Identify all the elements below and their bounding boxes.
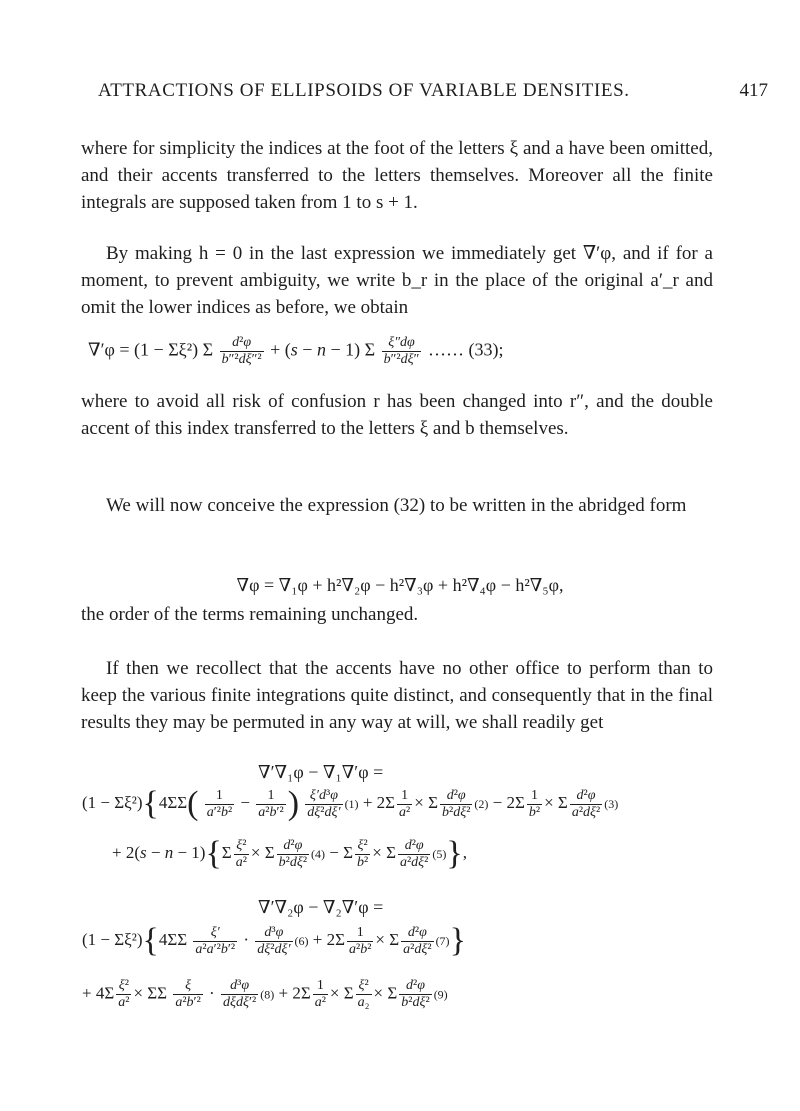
fraction: $\frac{\xi''d\varphi}{\text{b″²dξ″}}$ [383, 335, 420, 367]
lhs-2: ∇′∇₂φ − ∇₂∇′φ = [258, 897, 384, 917]
expansion-2-line-1: (1 − Σξ²){4ΣΣ $\frac{\xi'}{\text{a²a′²b′²}}$ · $\frac{\text{d³φ}}{\text{dξ²dξ′}}$ (6) + 2Σ $\frac{1}{\text{a²b²}}$ × Σ $\frac{\text{d²φ}}{\text{a²dξ²}}$ (7)} [82, 922, 466, 959]
expansion-1-line-2: + 2(s − n − 1){Σ $\frac{\text{ξ²}}{\text{a²}}$ × Σ $\frac{\text{d²φ}}{\text{b²dξ²}}$ (4) − Σ $\frac{\text{ξ²}}{\text{b²}}$ × Σ $\frac{\text{d²φ}}{\text{a²dξ²}}$ (5)}, [112, 835, 467, 872]
running-header [60, 80, 768, 110]
equation-number: (33); [468, 339, 504, 360]
equation-33: ∇′φ = (1 − Σξ²) Σ $\frac{\text{d²φ}}{\text{b″²dξ″²}}$ + (s − n − 1) Σ $\frac{\xi''d\varphi}{\text{b″²dξ″}}$ …… (33); [88, 335, 504, 367]
paragraph-5: the order of the terms remaining unchanged. [81, 604, 419, 625]
paragraph-4: We will now conceive the expression (32) to be written in the abridged form [106, 495, 687, 516]
expansion-2-line-2: + 4Σ $\frac{\text{ξ²}}{\text{a²}}$ × ΣΣ $\frac{\xi}{\text{a²b′²}}$ · $\frac{\text{d³φ}}{\text{dξdξ′²}}$ (8) + 2Σ $\frac{1}{\text{a²}}$ × Σ $\frac{\text{ξ²}}{\text{a₂}}$ × Σ $\frac{\text{d²φ}}{\text{b²dξ²}}$ (9) [82, 978, 448, 1010]
paragraph-3: where to avoid all risk of confusion r has been changed into r″, and the double accent of this index transferred to the letters ξ and b themselves. [81, 391, 713, 439]
paragraph-2: By making h = 0 in the last expression we immediately get ∇′φ, and if for a moment, to prevent ambiguity, we write b_r in the place of the original a′_r and omit the lower indices as before, we obtain [81, 243, 713, 318]
lhs-1: ∇′∇₁φ − ∇₁∇′φ = [258, 762, 384, 782]
paragraph-6: If then we recollect that the accents have no other office to perform than to keep the various finite integrations quite distinct, and consequently that in the final results they may be permuted in any way at will, we shall readily get [81, 658, 713, 733]
paragraph-1: where for simplicity the indices at the foot of the letters ξ and a have been omitted, and their accents transferred to the letters themselves. Moreover all the finite integrals are supposed taken from 1 to s + 1. [81, 138, 713, 213]
fraction: $\frac{\text{d²φ}}{\text{b″²dξ″²}}$ [221, 335, 262, 367]
running-title: ATTRACTIONS OF ELLIPSOIDS OF VARIABLE DENSITIES. [98, 80, 630, 101]
expansion-1-line-1: (1 − Σξ²){4ΣΣ( $\frac{1}{\text{a′²b²}}$ − $\frac{1}{\text{a²b′²}}$ ) $\frac{\text{ξ′d³φ}}{\text{dξ²dξ′}}$ (1) + 2Σ $\frac{1}{\text{a²}}$ × Σ $\frac{\text{d²φ}}{\text{b²dξ²}}$ (2) − 2Σ $\frac{1}{\text{b²}}$ × Σ $\frac{\text{d²φ}}{\text{a²dξ²}}$ (3) [82, 785, 619, 822]
page-number: 417 [739, 80, 768, 101]
abridged-equation: ∇φ = ∇₁φ + h²∇₂φ − h²∇₃φ + h²∇₄φ − h²∇₅φ, [236, 575, 564, 595]
